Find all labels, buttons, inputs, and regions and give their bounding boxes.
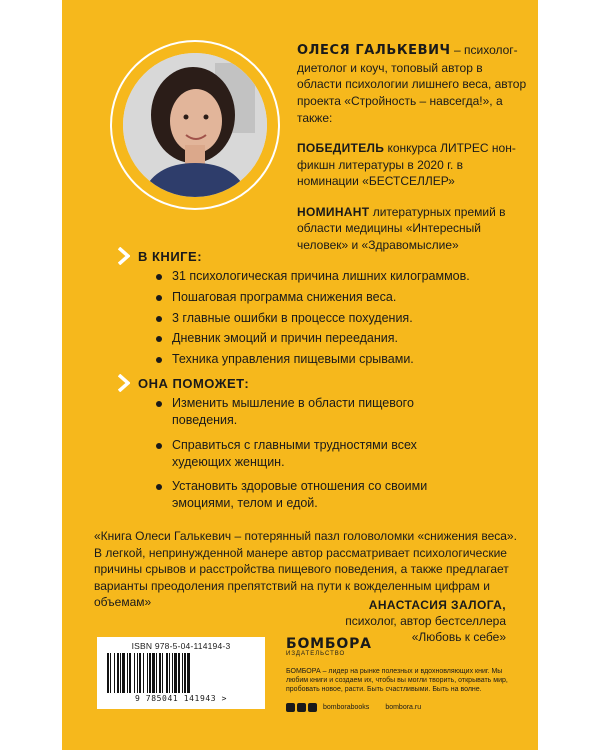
publisher-links: [286, 703, 518, 712]
list-item: Установить здоровые отношения со своими эмоциями, телом и едой.: [156, 478, 456, 513]
list-item: Справиться с главными трудностями всех худеющих женщин.: [156, 437, 456, 472]
author-name: ОЛЕСЯ ГАЛЬКЕВИЧ: [297, 43, 451, 58]
chevron-right-icon: [118, 374, 130, 392]
publisher-site: bombora.ru: [385, 703, 422, 711]
nominee-paragraph: [297, 204, 527, 254]
publisher-subtitle: ИЗДАТЕЛЬСТВО: [286, 651, 346, 657]
list-item: Изменить мышление в области пищевого поведения.: [156, 395, 456, 430]
nominee-label: НОМИНАНТ: [297, 204, 370, 219]
barcode-number: 9 785041 141943 >: [134, 694, 228, 703]
chevron-right-icon: [118, 247, 130, 265]
section-book-heading: [118, 247, 202, 265]
social-icon: [308, 703, 317, 712]
back-cover: [62, 0, 538, 750]
isbn-label: ISBN 978-5-04-114194-3: [131, 641, 231, 651]
quote-author-name: АНАСТАСИЯ ЗАЛОГА,: [368, 598, 506, 612]
quote-author-role: психолог, автор бестселлера: [345, 613, 506, 628]
winner-label: ПОБЕДИТЕЛЬ: [297, 141, 385, 156]
publisher-logo: БОМБОРА: [286, 636, 372, 652]
author-intro: [297, 42, 527, 126]
list-item: 31 психологическая причина лишних килограммов.: [156, 268, 470, 285]
list-item: Техника управления пищевыми срывами.: [156, 351, 470, 368]
book-contents-list: [156, 268, 470, 372]
social-icon: [286, 703, 295, 712]
section-help-title: ОНА ПОМОЖЕТ:: [138, 375, 250, 391]
help-list: [156, 395, 456, 520]
winner-text: конкурса ЛИТРЕС нон-фикшн литературы в 2020 г. в номинации «БЕСТСЕЛЛЕР»: [297, 141, 516, 189]
section-help-heading: [118, 374, 249, 392]
quote-author-book: «Любовь к себе»: [411, 629, 506, 644]
author-portrait: [110, 40, 280, 210]
social-icon: [297, 703, 306, 712]
list-item: Дневник эмоций и причин переедания.: [156, 330, 470, 347]
author-bio: [297, 42, 527, 267]
barcode-bars: [103, 653, 259, 693]
winner-paragraph: [297, 140, 527, 190]
section-book-title: В КНИГЕ:: [138, 248, 203, 264]
review-quote: «Книга Олеси Галькевич – потерянный пазл головоломки «снижения веса». В легкой, непринужденной манере автор рассматривает психологические причины срывов и расстройства пищевого поведения, а также предлагает варианты преодоления препятствий на пути к вожделенным цифрам и объемам»: [94, 529, 517, 610]
author-photo: [123, 53, 267, 197]
social-handle: bomborabooks: [323, 703, 370, 711]
publisher-block: [286, 636, 518, 712]
publisher-description: БОМБОРА – лидер на рынке полезных и вдохновляющих книг. Мы любим книги и создаем их, чтобы вы могли творить, открывать мир, пробовать новое, расти. Быть счастливыми. Быть на волне.: [286, 668, 508, 694]
list-item: 3 главные ошибки в процессе похудения.: [156, 310, 470, 327]
nominee-text: литературных премий в области медицины «Интересный человек» и «Здравомыслие»: [297, 204, 506, 252]
barcode: [97, 637, 265, 709]
author-intro-text: – психолог-диетолог и коуч, топовый автор в области психологии лишнего веса, автор проекта «Стройность – навсегда!», а также:: [297, 43, 527, 125]
list-item: Пошаговая программа снижения веса.: [156, 289, 470, 306]
